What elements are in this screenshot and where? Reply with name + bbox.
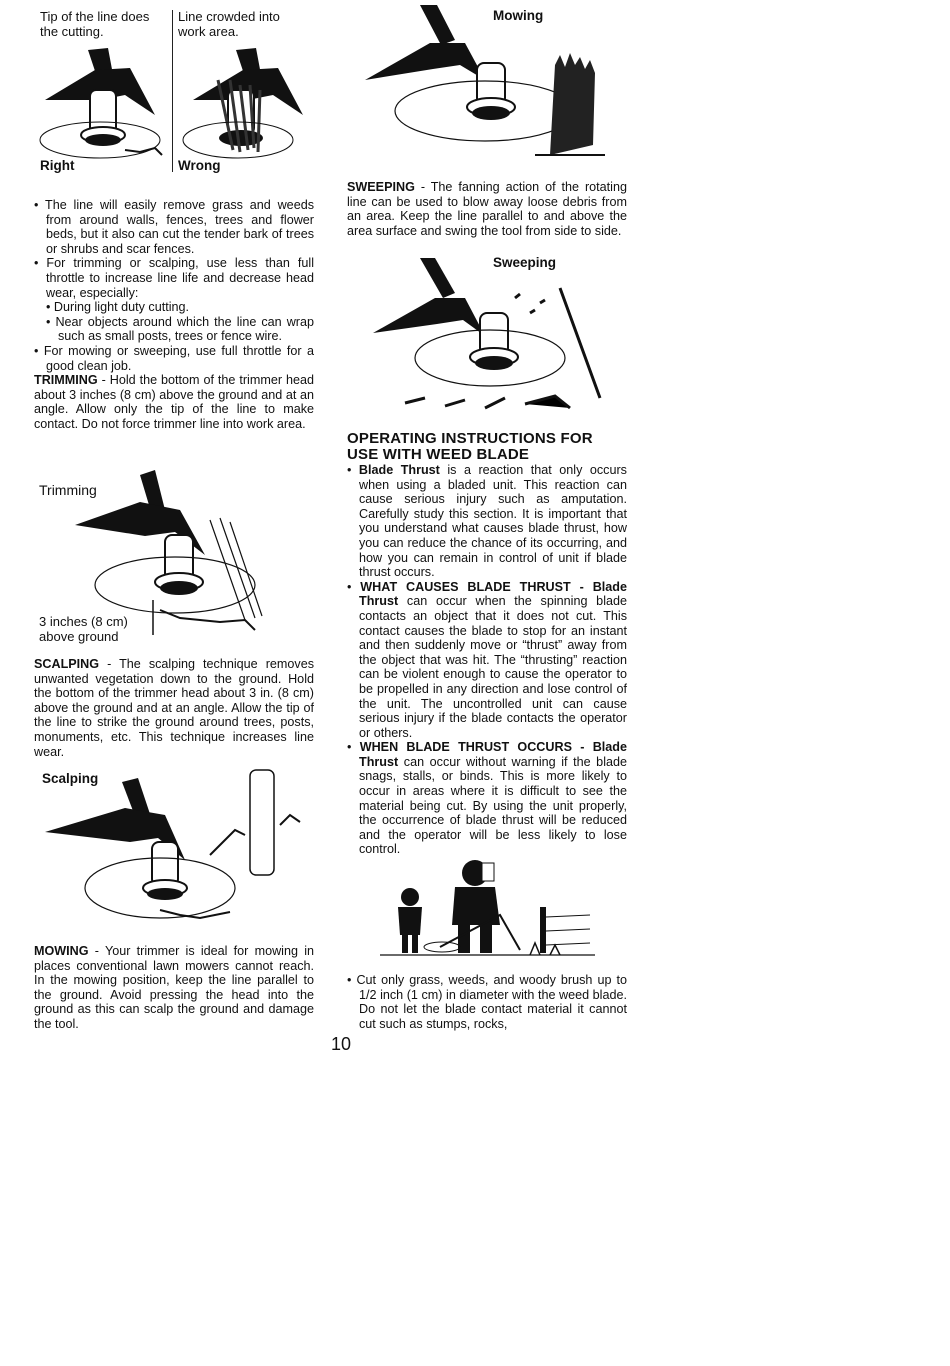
sweeping-paragraph: SWEEPING - The fanning action of the rotating line can be used to blow away loose debris from an area. Keep the line parallel to and above the area surface and swing the tool from side to side.: [347, 180, 627, 238]
cut-only-bullet: • Cut only grass, weeds, and woody brush up to 1/2 inch (1 cm) in diameter with the weed blade. Do not let the blade contact material it cannot cut such as stumps, rocks,: [347, 973, 627, 1031]
figure-scalping-label: Scalping: [42, 771, 99, 786]
sweeping-illustration: [365, 258, 615, 423]
mowing-paragraph: MOWING - Your trimmer is ideal for mowing in places conventional lawn mowers cannot reach. In the mowing position, keep the line parallel to the ground. Avoid pressing the head into the ground as this can scalp the ground and damage the tool.: [34, 944, 314, 1031]
list-item: • The line will easily remove grass and weeds from around walls, fences, trees and flower beds, but it also can cut the tender bark of trees or shrubs and scar fences.: [34, 198, 314, 256]
label-right: Right: [40, 158, 75, 173]
scalping-paragraph: SCALPING - The scalping technique removes unwanted vegetation down to the ground. Hold the bottom of the trimmer head about 3 in. (8 cm) above the ground and at an angle. Allow the tip of the line to strike the ground around trees, posts, monuments, etc. This technique increases line wear.: [34, 657, 314, 759]
figure-trimming-label: Trimming: [39, 482, 97, 498]
list-item: • Near objects around which the line can wrap such as small posts, trees or fence wire.: [46, 314, 314, 344]
trimmer-wrong-illustration: [178, 40, 318, 165]
scalping-title: SCALPING: [34, 657, 100, 671]
sweeping-title: SWEEPING: [347, 180, 415, 194]
trimming-tips-list: [34, 198, 314, 432]
list-item: • For trimming or scalping, use less than full throttle to increase line life and decrease head wear, especially:: [34, 256, 314, 300]
caption-wrong: Line crowded into work area.: [178, 9, 280, 39]
trimming-height-note: 3 inches (8 cm): [39, 614, 128, 629]
figure-mowing-label: Mowing: [493, 8, 544, 23]
mowing-illustration: [345, 5, 615, 170]
operator-illustration: [380, 855, 595, 965]
page-number: 10: [331, 1034, 352, 1054]
mowing-title: MOWING: [34, 944, 89, 958]
figure-sweeping-label: Sweeping: [493, 255, 557, 270]
caption-right: Tip of the line does the cutting.: [40, 9, 150, 39]
trimmer-right-illustration: [30, 40, 170, 165]
trimming-height-note-2: above ground: [39, 629, 119, 644]
section-heading: OPERATING INSTRUCTIONS FOR USE WITH WEED BLADE: [347, 430, 593, 463]
label-wrong: Wrong: [178, 158, 221, 173]
divider-line: [172, 10, 173, 172]
blade-thrust-list: [347, 463, 627, 857]
list-item: • For mowing or sweeping, use full throttle for a good clean job.: [34, 343, 314, 373]
list-item: • Blade Thrust is a reaction that only occurs when using a bladed unit. This reaction can cause serious injury such as amputation. Carefully study this section. It is important that you understand what causes blade thrust, how you can reduce the chance of its occurring, and how you can remain in control of unit if blade thrust occurs.: [347, 463, 627, 580]
trimming-title: TRIMMING: [34, 373, 98, 388]
trimming-paragraph: TRIMMING - Hold the bottom of the trimmer head about 3 inches (8 cm) above the ground and at an angle. Allow only the tip of the line to make contact. Do not force trimmer line into work area.: [34, 373, 314, 431]
list-item: • WHEN BLADE THRUST OCCURS - Blade Thrust can occur without warning if the blade snags, stalls, or binds. This is more likely to occur in areas where it is difficult to see the material being cut. By using the unit properly, the occurrence of blade thrust will be reduced and the operator will be less likely to lose control.: [347, 740, 627, 857]
list-item: • During light duty cutting.: [46, 300, 190, 315]
list-item: • WHAT CAUSES BLADE THRUST - Blade Thrust can occur when the spinning blade contacts an object that it does not cut. This contact causes the blade to stop for an instant and then suddenly move or “thrust” away from the object that was hit. The “thrusting” reaction can be violent enough to cause the operator to be propelled in any direction and lose control of the unit. The uncontrolled unit can cause serious injury if the blade contacts the operator or others.: [347, 579, 627, 740]
scalping-illustration: [30, 770, 310, 930]
